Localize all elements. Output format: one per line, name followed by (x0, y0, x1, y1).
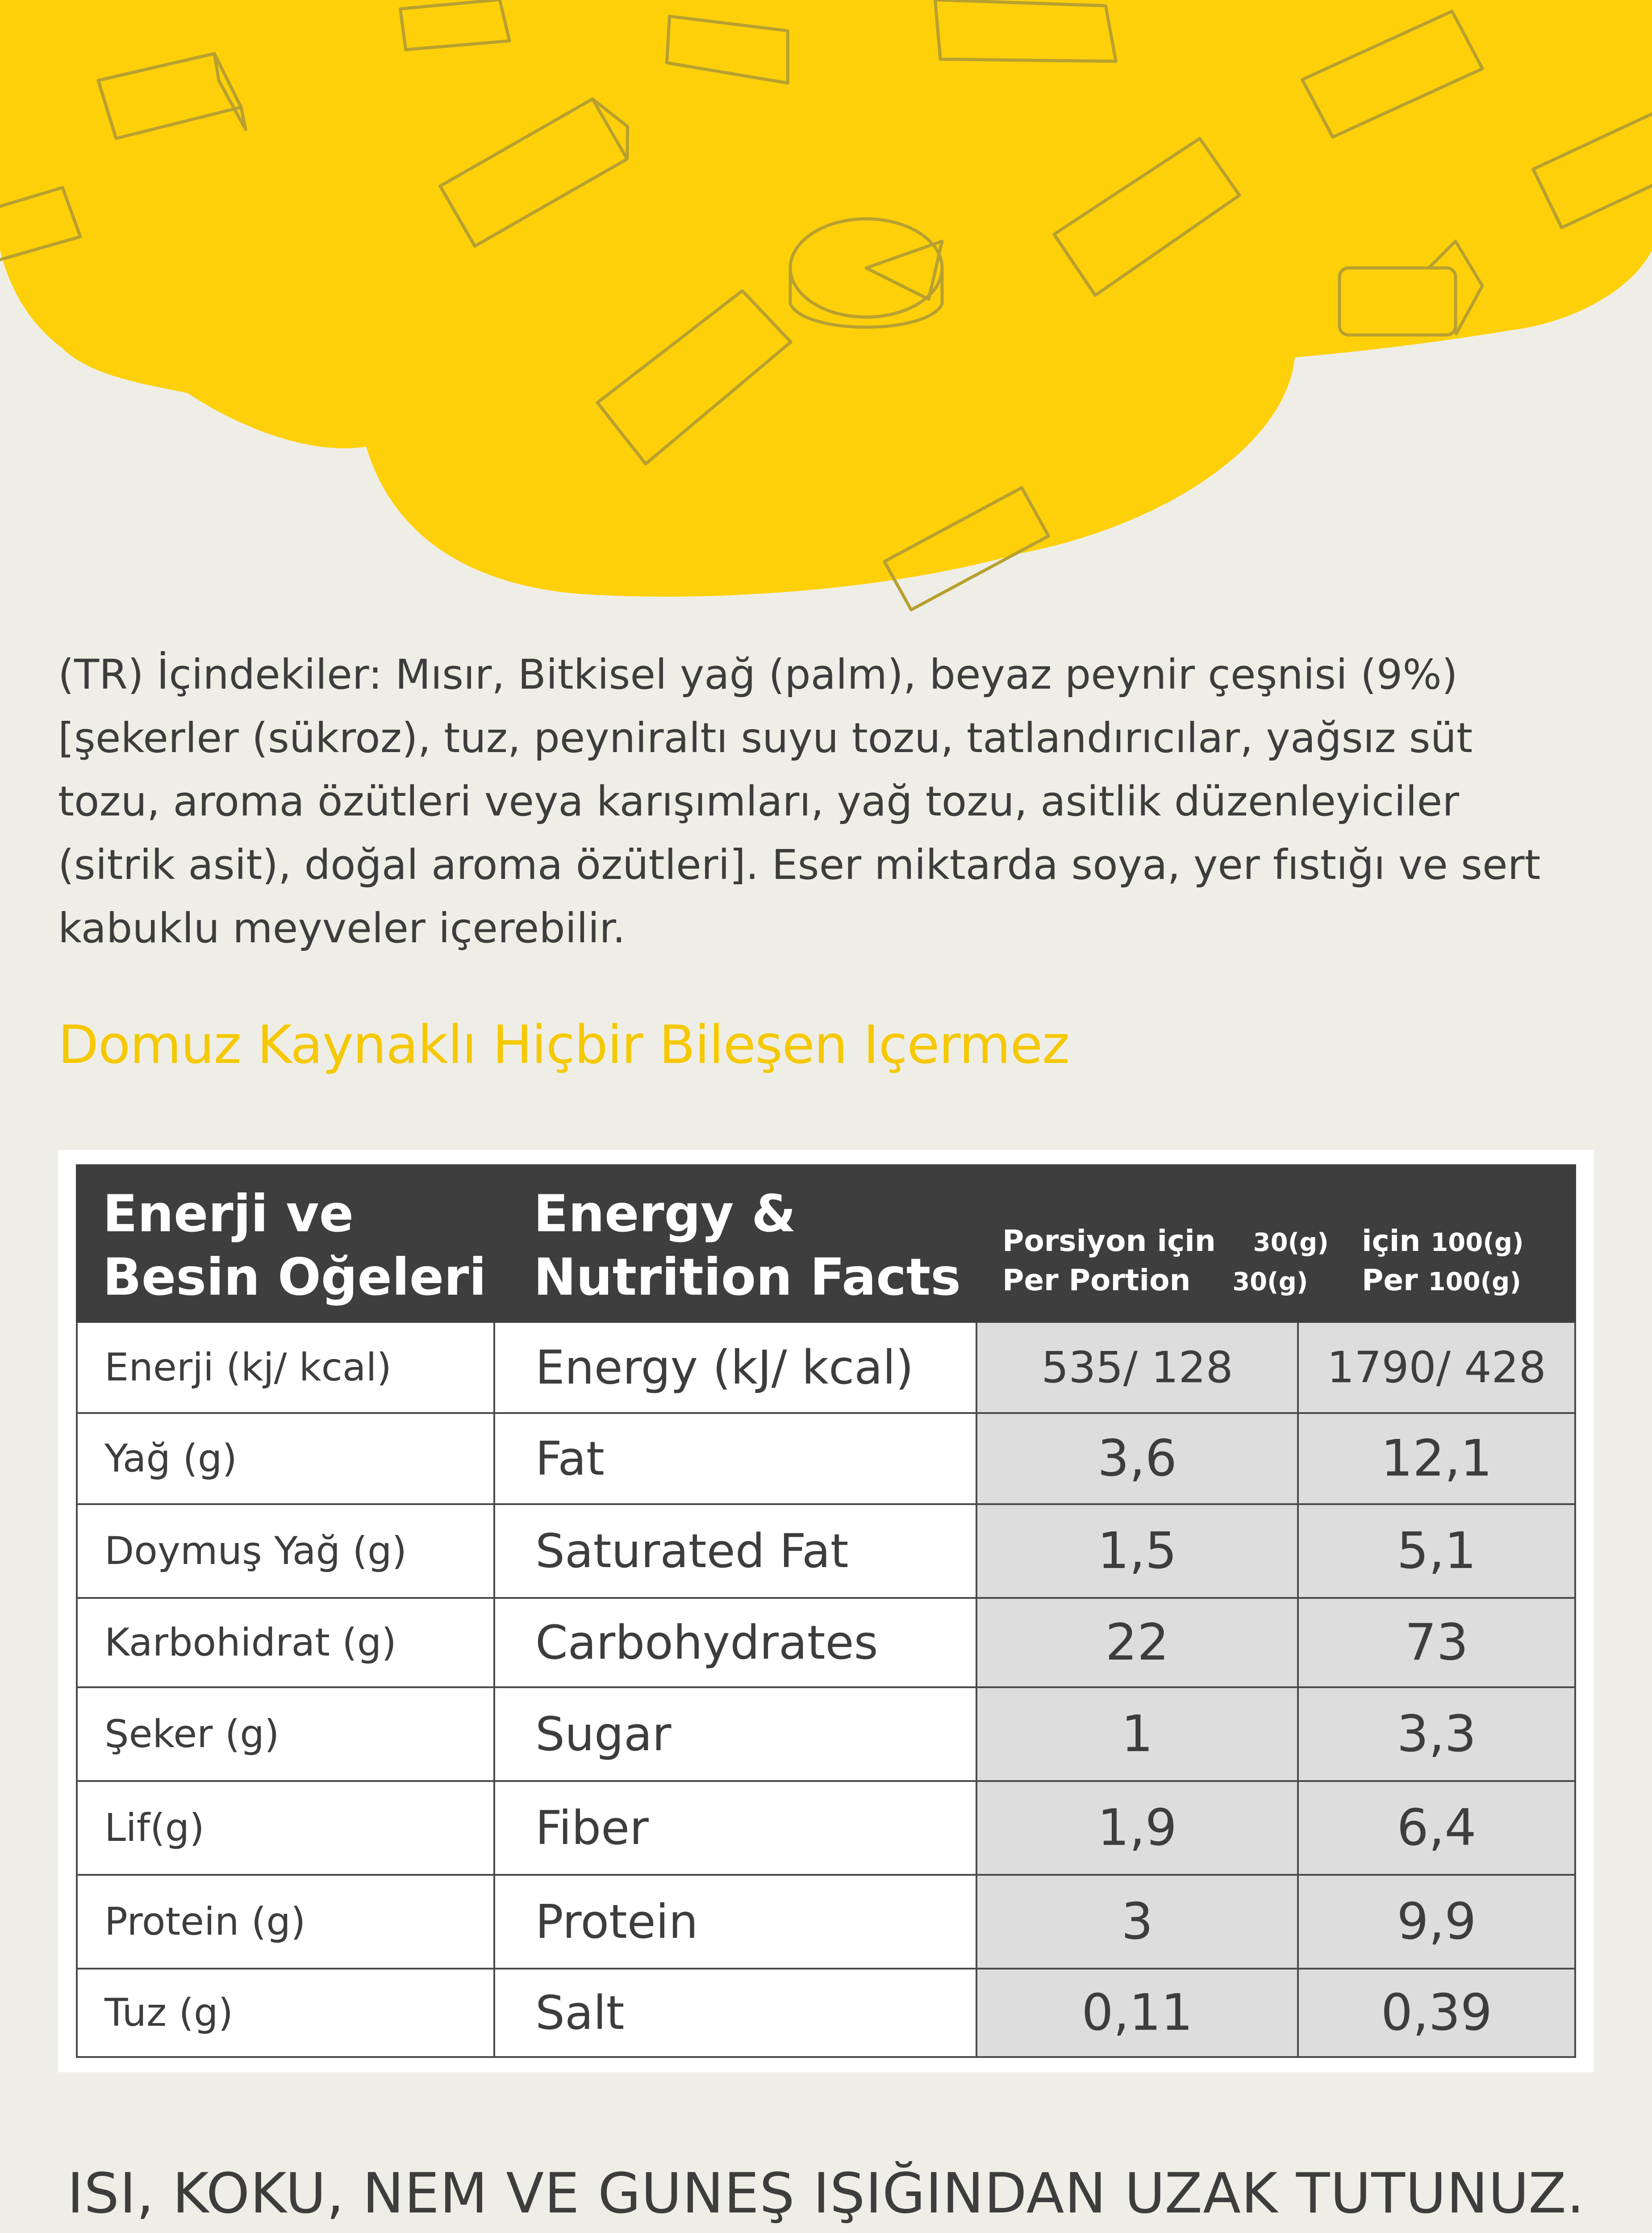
ingredients-line: (sitrik asit), doğal aroma özütleri]. Eser miktarda soya, yer fıstığı ve sert (58, 841, 1541, 889)
value-per-portion: 3,6 (976, 1414, 1297, 1503)
value-per-100g: 1790/ 428 (1297, 1323, 1576, 1412)
storage-warning: ISI, KOKU, NEM VE GUNEŞ IŞIĞINDAN UZAK TUTUNUZ. (67, 2162, 1585, 2226)
nutrient-tr: Enerji (kj/ kcal) (76, 1323, 493, 1412)
table-row (76, 1782, 1576, 1876)
nutrient-en: Sugar (493, 1688, 976, 1780)
cheese-cloud-banner (0, 0, 1652, 625)
nutrient-en: Carbohydrates (493, 1599, 976, 1686)
header-en-title: Energy & Nutrition Facts (534, 1184, 961, 1307)
ingredients-line: (TR) İçindekiler: Mısır, Bitkisel yağ (palm), beyaz peynir çeşnisi (9%) (58, 651, 1458, 698)
table-row (76, 1414, 1576, 1505)
nutrient-en: Fiber (493, 1782, 976, 1874)
value-per-100g: 9,9 (1297, 1876, 1576, 1968)
nutrition-table (58, 1150, 1594, 2072)
value-per-portion: 3 (976, 1876, 1297, 1968)
nutrient-tr: Doymuş Yağ (g) (76, 1505, 493, 1597)
header-tr-title: Enerji ve Besin Oğeleri (103, 1184, 487, 1307)
value-per-portion: 1,9 (976, 1782, 1297, 1874)
nutrition-table-header (76, 1164, 1576, 1323)
nutrient-tr: Tuz (g) (76, 1970, 493, 2056)
ingredients-line: [şekerler (sükroz), tuz, peyniraltı suyu tozu, tatlandırıcılar, yağsız süt (58, 714, 1473, 762)
nutrient-en: Energy (kJ/ kcal) (493, 1323, 976, 1412)
ingredients-text (58, 643, 1576, 960)
ingredients-line: tozu, aroma özütleri veya karışımları, yağ tozu, asitlik düzenleyiciler (58, 778, 1460, 825)
value-per-100g: 12,1 (1297, 1414, 1576, 1503)
header-per-100g: için 100(g) Per 100(g) (1362, 1224, 1524, 1297)
value-per-portion: 1,5 (976, 1505, 1297, 1597)
nutrient-en: Fat (493, 1414, 976, 1503)
value-per-100g: 6,4 (1297, 1782, 1576, 1874)
value-per-100g: 73 (1297, 1599, 1576, 1686)
table-row (76, 1876, 1576, 1970)
nutrient-en: Protein (493, 1876, 976, 1968)
nutrient-tr: Karbohidrat (g) (76, 1599, 493, 1686)
nutrient-tr: Protein (g) (76, 1876, 493, 1968)
nutrient-en: Salt (493, 1970, 976, 2056)
header-per-portion: Porsiyon için 30(g) Per Portion 30(g) (1002, 1224, 1329, 1297)
nutrient-tr: Yağ (g) (76, 1414, 493, 1503)
table-row (76, 1323, 1576, 1414)
table-row (76, 1970, 1576, 2058)
nutrient-tr: Şeker (g) (76, 1688, 493, 1780)
value-per-100g: 5,1 (1297, 1505, 1576, 1597)
no-pork-statement: Domuz Kaynaklı Hiçbir Bileşen Içermez (58, 1014, 1069, 1075)
nutrient-en: Saturated Fat (493, 1505, 976, 1597)
value-per-portion: 22 (976, 1599, 1297, 1686)
value-per-portion: 0,11 (976, 1970, 1297, 2056)
nutrient-tr: Lif(g) (76, 1782, 493, 1874)
ingredients-line: kabuklu meyveler içerebilir. (58, 904, 626, 952)
value-per-100g: 0,39 (1297, 1970, 1576, 2056)
yellow-cloud-shape (0, 0, 1652, 597)
value-per-portion: 535/ 128 (976, 1323, 1297, 1412)
table-row (76, 1505, 1576, 1599)
value-per-portion: 1 (976, 1688, 1297, 1780)
value-per-100g: 3,3 (1297, 1688, 1576, 1780)
table-row (76, 1599, 1576, 1688)
table-row (76, 1688, 1576, 1782)
